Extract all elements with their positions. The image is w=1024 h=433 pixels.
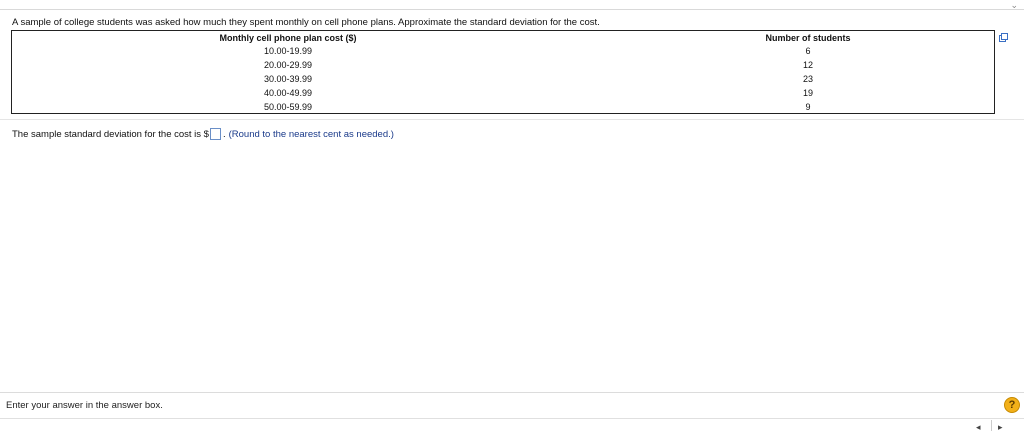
chevron-left-icon[interactable]: ◂ xyxy=(976,422,981,432)
table-cell-count: 23 xyxy=(802,74,814,84)
question-text: A sample of college students was asked how much they spent monthly on cell phone plans. Approximate the standard deviation for the cost. xyxy=(12,17,600,28)
table-cell-cost: 20.00-29.99 xyxy=(263,60,313,70)
data-table xyxy=(11,30,995,114)
cost-column-header: Monthly cell phone plan cost ($) xyxy=(219,33,357,43)
table-cell-count: 19 xyxy=(802,88,814,98)
table-cell-cost: 30.00-39.99 xyxy=(263,74,313,84)
table-cell-cost: 40.00-49.99 xyxy=(263,88,313,98)
rounding-hint: (Round to the nearest cent as needed.) xyxy=(228,128,394,140)
count-column-header: Number of students xyxy=(765,33,851,43)
section-divider xyxy=(0,119,1024,120)
top-divider xyxy=(0,9,1024,10)
copy-icon[interactable] xyxy=(999,33,1008,42)
footer-divider xyxy=(0,392,1024,393)
table-cell-count: 6 xyxy=(805,46,811,56)
answer-prefix: The sample standard deviation for the cost is $ xyxy=(12,128,209,140)
table-cell-count: 12 xyxy=(802,60,814,70)
help-icon[interactable]: ? xyxy=(1004,397,1020,413)
answer-input[interactable] xyxy=(210,128,221,140)
instruction-text: Enter your answer in the answer box. xyxy=(6,400,163,411)
table-cell-cost: 10.00-19.99 xyxy=(263,46,313,56)
table-cell-cost: 50.00-59.99 xyxy=(263,102,313,112)
chevron-right-icon[interactable]: ▸ xyxy=(998,422,1003,432)
nav-divider xyxy=(0,418,1024,419)
scroll-chevron-icon[interactable]: ⌄ xyxy=(1010,0,1018,10)
nav-separator xyxy=(991,420,992,431)
answer-line xyxy=(12,128,394,140)
answer-suffix: . xyxy=(222,128,226,140)
table-cell-count: 9 xyxy=(805,102,811,112)
